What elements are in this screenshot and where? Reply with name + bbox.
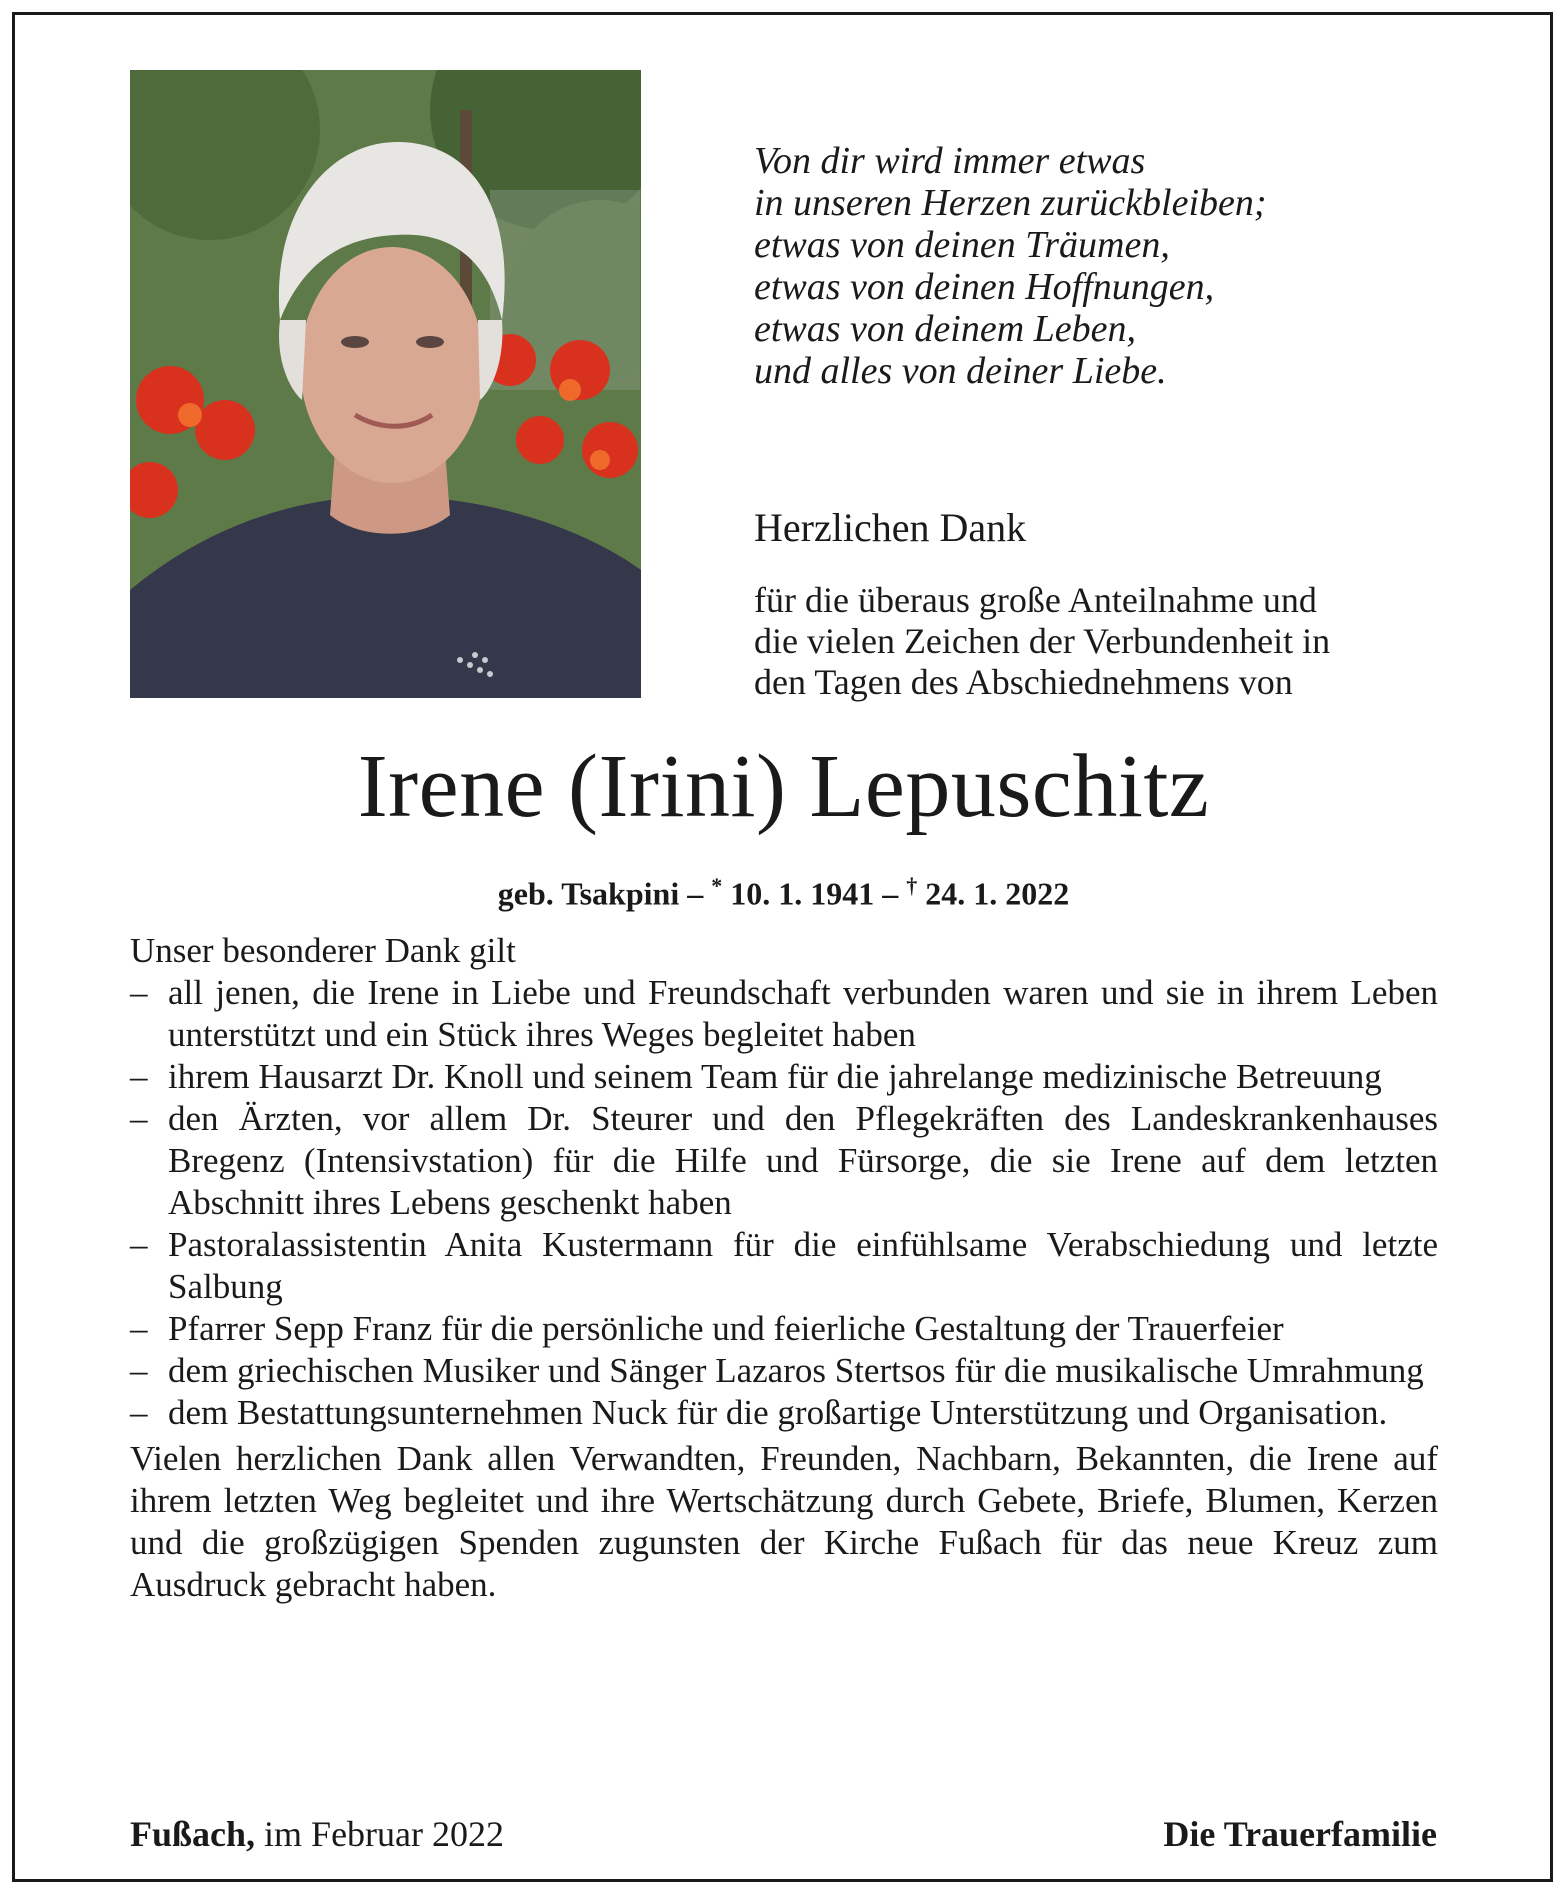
thanks-line: die vielen Zeichen der Verbundenheit in: [754, 621, 1331, 661]
list-item-text: dem griechischen Musiker und Sänger Lazaros Stertsos für die musikalische Umrahmung: [168, 1351, 1424, 1390]
list-item-text: all jenen, die Irene in Liebe und Freundschaft verbunden waren und sie in ihrem Leben unterstützt und ein Stück ihres Weges begleitet haben: [168, 973, 1438, 1054]
dash: –: [130, 1225, 148, 1264]
list-item-text: ihrem Hausarzt Dr. Knoll und seinem Team für die jahrelange medizinische Betreuung: [168, 1057, 1382, 1096]
memorial-poem: [754, 140, 1474, 392]
list-item-text: den Ärzten, vor allem Dr. Steurer und den Pflegekräften des Landeskrankenhauses Bregenz (Intensivstation) für die Hilfe und Fürsorge, die sie Irene auf dem letzten Abschnitt ihres Lebens geschenkt haben: [168, 1099, 1438, 1222]
poem-line: etwas von deinen Träumen,: [754, 224, 1170, 266]
dash: –: [130, 1099, 148, 1138]
dash: –: [130, 973, 148, 1012]
dash: –: [130, 1393, 148, 1432]
thanks-text: [754, 580, 1444, 703]
list-item: [130, 1308, 1438, 1350]
death-date: 24. 1. 2022: [925, 875, 1070, 912]
list-item-text: Pfarrer Sepp Franz für die persönliche und feierliche Gestaltung der Trauerfeier: [168, 1309, 1284, 1348]
dash: –: [130, 1309, 148, 1348]
thanks-line: den Tagen des Abschiednehmens von: [754, 662, 1293, 702]
deceased-name: Irene (Irini) Lepuschitz: [357, 737, 1210, 836]
closing-paragraph: Vielen herzlichen Dank allen Verwandten, Freunden, Nachbarn, Bekannten, die Irene auf ihrem letzten Weg begleitet und ihre Wertschätzung durch Gebete, Briefe, Blumen, Kerzen und die großzügigen Spenden zugunsten der Kirche Fußach für das neue Kreuz zum Ausdruck gebracht haben.: [130, 1439, 1438, 1604]
poem-line: in unseren Herzen zurückbleiben;: [754, 182, 1267, 224]
place: Fußach,: [130, 1814, 256, 1854]
list-item: [130, 1098, 1438, 1224]
birth-name: geb. Tsakpini –: [497, 875, 704, 912]
poem-line: Von dir wird immer etwas: [754, 140, 1146, 182]
signature: Die Trauerfamilie: [1163, 1814, 1437, 1854]
list-item-text: Pastoralassistentin Anita Kustermann für die einfühlsame Verabschiedung und letzte Salbung: [168, 1225, 1438, 1306]
dash: –: [130, 1351, 148, 1390]
place-date: [130, 1812, 504, 1856]
portrait-photo: [130, 70, 641, 698]
list-item: [130, 1392, 1438, 1434]
birth-date: 10. 1. 1941 –: [730, 875, 899, 912]
special-thanks-intro: Unser besonderer Dank gilt: [130, 931, 516, 970]
death-symbol: †: [906, 873, 918, 898]
poem-line: und alles von deiner Liebe.: [754, 350, 1167, 392]
thanks-heading: Herzlichen Dank: [754, 505, 1027, 550]
dash: –: [130, 1057, 148, 1096]
birth-symbol: *: [711, 873, 723, 898]
thanks-list: [130, 972, 1438, 1434]
poem-line: etwas von deinen Hoffnungen,: [754, 266, 1215, 308]
list-item: [130, 972, 1438, 1056]
date: im Februar 2022: [264, 1814, 505, 1854]
list-item-text: dem Bestattungsunternehmen Nuck für die großartige Unterstützung und Organisation.: [168, 1393, 1388, 1432]
list-item: [130, 1056, 1438, 1098]
special-thanks: [130, 930, 1438, 1606]
list-item: [130, 1224, 1438, 1308]
thanks-line: für die überaus große Anteilnahme und: [754, 580, 1317, 620]
poem-line: etwas von deinem Leben,: [754, 308, 1137, 350]
list-item: [130, 1350, 1438, 1392]
life-dates: [0, 866, 1567, 914]
